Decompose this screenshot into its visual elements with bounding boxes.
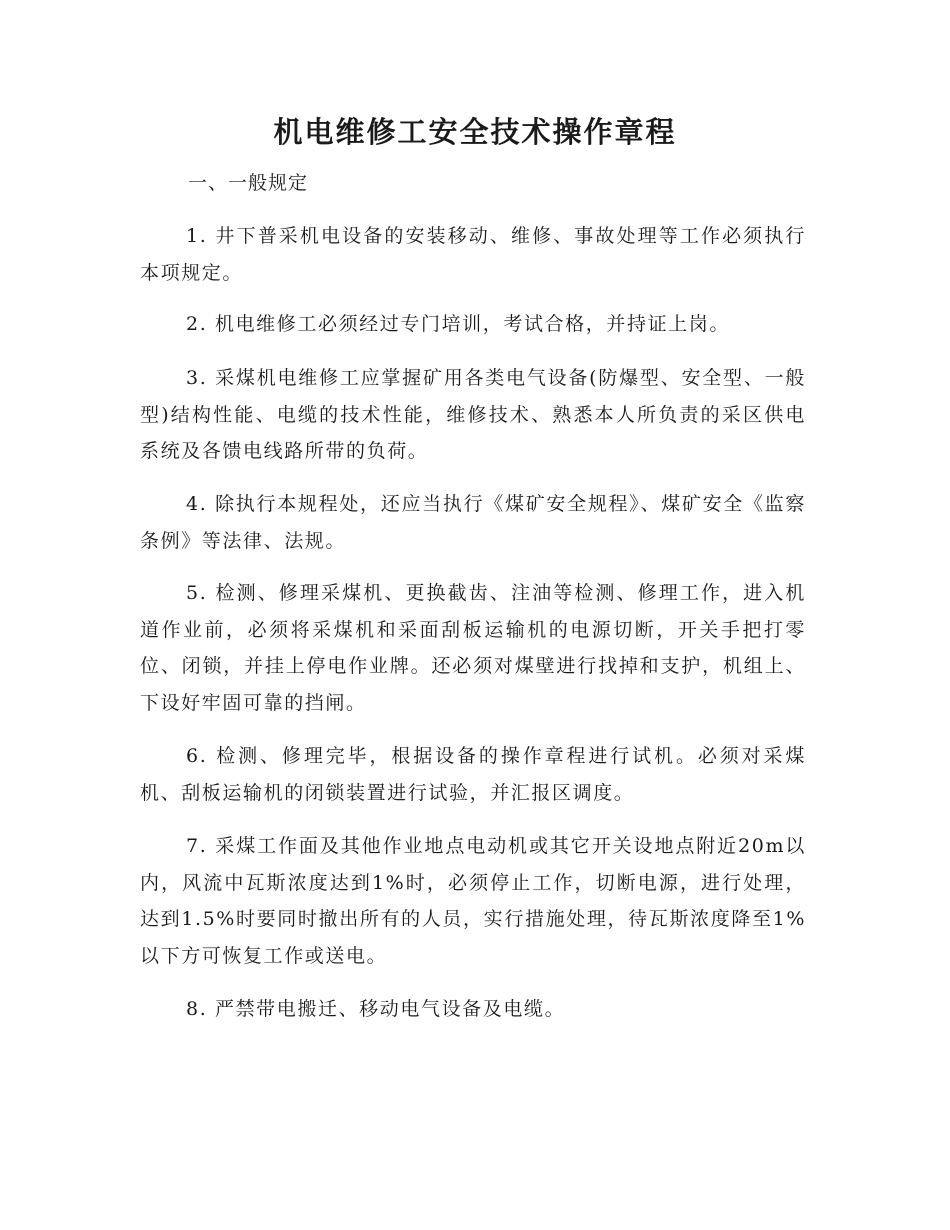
section-heading: 一、一般规定 (188, 172, 309, 194)
paragraph-5: 5. 检测、修理采煤机、更换截齿、注油等检测、修理工作，进入机道作业前，必须将采煤机和采面刮板运输机的电源切断，开关手把打零位、闭锁，并挂上停电作业牌。还必须对煤壁进行找掉和支护，机组上、下设好牢固可靠的挡闸。 (140, 582, 806, 714)
document-title: 机电维修工安全技术操作章程 (273, 115, 677, 149)
paragraph-8: 8. 严禁带电搬迁、移动电气设备及电缆。 (186, 998, 566, 1020)
paragraph-1: 1. 井下普采机电设备的安装移动、维修、事故处理等工作必须执行本项规定。 (140, 225, 806, 284)
paragraph-3: 3. 采煤机电维修工应掌握矿用各类电气设备(防爆型、安全型、一般型)结构性能、电缆的技术性能，维修技术、熟悉本人所负责的采区供电系统及各馈电线路所带的负荷。 (140, 367, 806, 462)
paragraph-7: 7. 采煤工作面及其他作业地点电动机或其它开关设地点附近20m以内，风流中瓦斯浓度达到1%时，必须停止工作，切断电源，进行处理，达到1.5%时要同时撤出所有的人员，实行措施处理，待瓦斯浓度降至1%以下方可恢复工作或送电。 (140, 835, 806, 967)
paragraph-6: 6. 检测、修理完毕，根据设备的操作章程进行试机。必须对采煤机、刮板运输机的闭锁装置进行试验，并汇报区调度。 (140, 745, 806, 804)
paragraph-4: 4. 除执行本规程处，还应当执行《煤矿安全规程》、煤矿安全《监察条例》等法律、法规。 (140, 493, 806, 552)
paragraph-2: 2. 机电维修工必须经过专门培训，考试合格，并持证上岗。 (186, 313, 730, 335)
